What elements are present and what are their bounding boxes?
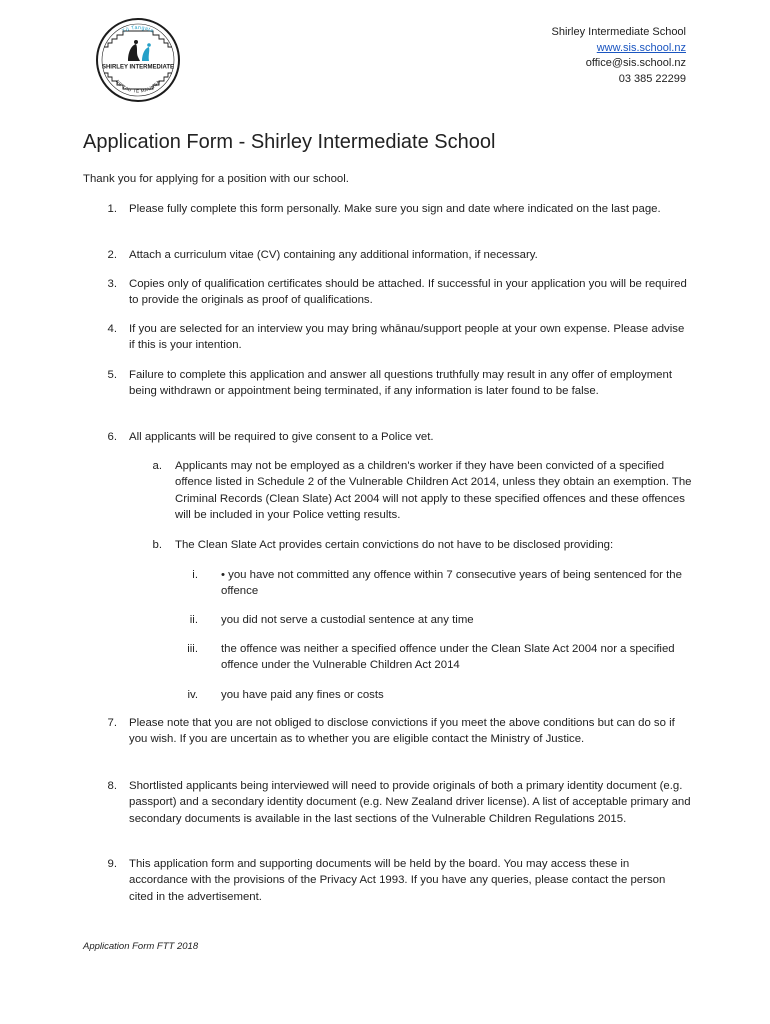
item-number: 5.: [107, 369, 117, 381]
school-logo: [92, 17, 184, 103]
item-number: 8.: [107, 780, 117, 792]
intro-text: Thank you for applying for a position with our school.: [83, 173, 349, 185]
contact-block: [551, 25, 686, 87]
item-text: • you have not committed any offence within 7 consecutive years of being sentenced for the offence: [221, 569, 682, 598]
item-text: All applicants will be required to give consent to a Police vet.: [129, 431, 434, 443]
item-numeral: iii.: [187, 643, 198, 655]
footer-text: Application Form FTT 2018: [83, 941, 199, 952]
item-text: The Clean Slate Act provides certain convictions do not have to be disclosed providing:: [175, 539, 614, 551]
item-letter: a.: [152, 460, 162, 472]
item-letter: b.: [152, 539, 162, 551]
logo-top-text: Tū Tangata: [121, 24, 155, 35]
item-numeral: iv.: [187, 689, 198, 701]
item-text: Please note that you are not obliged to disclose convictions if you meet the above conditions but can do so if you wish. If you are uncertain as to whether you are eligible contact the Ministry of Justice.: [129, 717, 675, 746]
item-number: 3.: [107, 278, 117, 290]
item-text: Attach a curriculum vitae (CV) containing any additional information, if necessary.: [129, 249, 538, 261]
item-number: 6.: [107, 431, 117, 443]
item-text: Copies only of qualification certificates should be attached. If successful in your application you will be required to provide the originals as proof of qualifications.: [129, 278, 687, 307]
phone-text: 03 385 22299: [618, 72, 686, 85]
item-numeral: ii.: [189, 614, 198, 626]
item-number: 4.: [107, 323, 117, 335]
item-number: 9.: [107, 858, 117, 870]
email-text: office@sis.school.nz: [585, 57, 686, 69]
item-text: Please fully complete this form personally. Make sure you sign and date where indicated on the last page.: [129, 203, 661, 215]
item-number: 7.: [107, 717, 117, 729]
item-text: Applicants may not be employed as a children's worker if they have been convicted of a specified offence listed in Schedule 2 of the Vulnerable Children Act 2014, unless they obtain an exemption. The Criminal Records (Clean Slate) Act 2004 will not apply to these specified offences and these offences will be included in your Police vetting results.: [175, 460, 692, 521]
logo-name-text: SHIRLEY INTERMEDIATE: [101, 64, 175, 71]
item-text: Shortlisted applicants being interviewed will need to provide originals of both a primary identity document (e.g. passport) and a secondary identity document (e.g. New Zealand driver license). A list of acceptable primary and secondary documents is available in the last sections of the Vulnerable Children Regulations 2015.: [129, 780, 691, 825]
item-number: 2.: [107, 249, 117, 261]
logo-bottom-text: NE TAU TE MAUNGA: [114, 78, 162, 94]
school-name: Shirley Intermediate School: [551, 26, 686, 38]
website-link[interactable]: www.sis.school.nz: [596, 41, 686, 54]
item-numeral: i.: [192, 569, 198, 581]
item-number: 1.: [107, 203, 117, 215]
item-text: If you are selected for an interview you may bring whānau/support people at your own expense. Please advise if this is your intention.: [129, 323, 685, 352]
page-title: Application Form - Shirley Intermediate School: [83, 131, 496, 153]
item-text: This application form and supporting documents will be held by the board. You may access these in accordance with the provisions of the Privacy Act 1993. If you have any queries, please contact the person cited in the advertisement.: [129, 858, 666, 903]
item-text: you did not serve a custodial sentence at any time: [221, 614, 474, 626]
item-text: the offence was neither a specified offence under the Clean Slate Act 2004 nor a specified offence under the Vulnerable Children Act 2014: [221, 643, 675, 672]
item-text: you have paid any fines or costs: [221, 689, 384, 701]
item-text: Failure to complete this application and answer all questions truthfully may result in any offer of employment being withdrawn or appointment being terminated, if any information is later found to be false.: [129, 369, 673, 398]
